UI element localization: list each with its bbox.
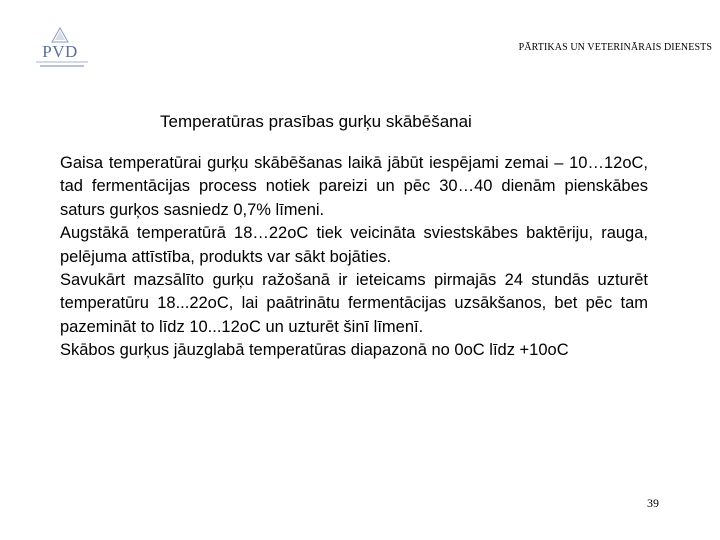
body-paragraph: Augstākā temperatūrā 18…22oC tiek veicināta sviestskābes baktēriju, rauga, pelējuma attīstība, produkts var sākt bojāties. (60, 224, 648, 266)
body-paragraph: Gaisa temperatūrai gurķu skābēšanas laikā jābūt iespējami zemai – 10…12oC, tad fermentācijas process notiek pareizi un pēc 30…40 dienām pienskābes saturs gurķos sasniedz 0,7% līmeni. (60, 154, 648, 219)
slide-body (60, 152, 648, 363)
pvd-logo (30, 26, 94, 72)
slide-title: Temperatūras prasības gurķu skābēšanai (160, 112, 472, 131)
page-number: 39 (647, 496, 659, 510)
logo-text: PVD (42, 42, 78, 61)
organization-name: PĀRTIKAS UN VETERINĀRAIS DIENESTS (518, 42, 712, 53)
body-paragraph: Skābos gurķus jāuzglabā temperatūras diapazonā no 0oC līdz +10oC (60, 341, 569, 360)
body-paragraph: Savukārt mazsālīto gurķu ražošanā ir ieteicams pirmajās 24 stundās uzturēt temperatūru 18...22oC, lai paātrinātu fermentācijas uzsākšanos, bet pēc tam pazemināt to līdz 10...12oC un uzturēt šinī līmenī. (60, 271, 648, 336)
